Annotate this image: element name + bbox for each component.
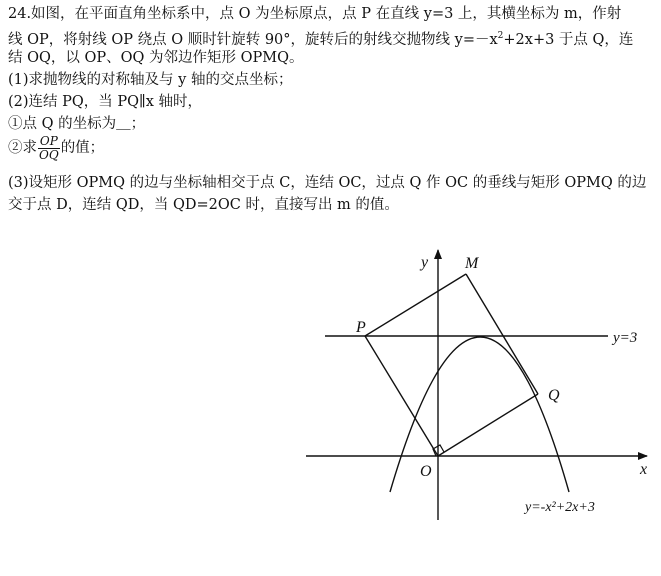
label-point-p: P bbox=[356, 319, 366, 336]
label-parabola: y=-x²+2x+3 bbox=[525, 500, 595, 515]
fraction-denominator: OQ bbox=[39, 147, 59, 162]
problem-line-2a: 线 OP，将射线 OP 绕点 O 顺时针旋转 90°，旋转后的射线交抛物线 y=－x bbox=[8, 31, 498, 48]
problem-line-3: 结 OQ，以 OP、OQ 为邻边作矩形 OPMQ。 bbox=[8, 50, 304, 66]
question-3-line-2: 交于点 D，连结 QD，当 QD=2OC 时，直接写出 m 的值。 bbox=[8, 197, 399, 213]
label-point-o: O bbox=[420, 463, 432, 480]
label-point-m: M bbox=[465, 255, 479, 272]
segment-op bbox=[365, 336, 438, 456]
segment-pm bbox=[365, 274, 466, 336]
question-2-2-prefix: ②求 bbox=[8, 140, 37, 156]
segment-oq bbox=[438, 394, 538, 456]
question-3-line-1: (3)设矩形 OPMQ 的边与坐标轴相交于点 C，连结 OC，过点 Q 作 OC 的垂线与矩形 OPMQ 的边 bbox=[8, 175, 647, 191]
superscript-2: 2 bbox=[497, 31, 504, 41]
question-1: (1)求抛物线的对称轴及与 y 轴的交点坐标； bbox=[8, 72, 293, 88]
label-x-axis: x bbox=[640, 461, 648, 478]
question-2-1: ①点 Q 的坐标为＿； bbox=[8, 116, 146, 132]
segment-mq bbox=[466, 274, 538, 394]
problem-line-1: 24.如图，在平面直角坐标系中，点 O 为坐标原点，点 P 在直线 y=3 上，其横坐标为 m，作射 bbox=[8, 6, 622, 22]
parabola bbox=[390, 337, 569, 492]
label-y-axis: y bbox=[421, 254, 429, 271]
question-2-2-suffix: 的值； bbox=[60, 140, 105, 156]
question-2: (2)连结 PQ，当 PQ∥x 轴时， bbox=[8, 94, 203, 110]
problem-line-2b: +2x+3 于点 Q，连 bbox=[503, 31, 634, 48]
label-point-q: Q bbox=[548, 387, 560, 404]
label-line-y3: y=3 bbox=[613, 330, 638, 346]
fraction-numerator: OP bbox=[39, 133, 58, 148]
